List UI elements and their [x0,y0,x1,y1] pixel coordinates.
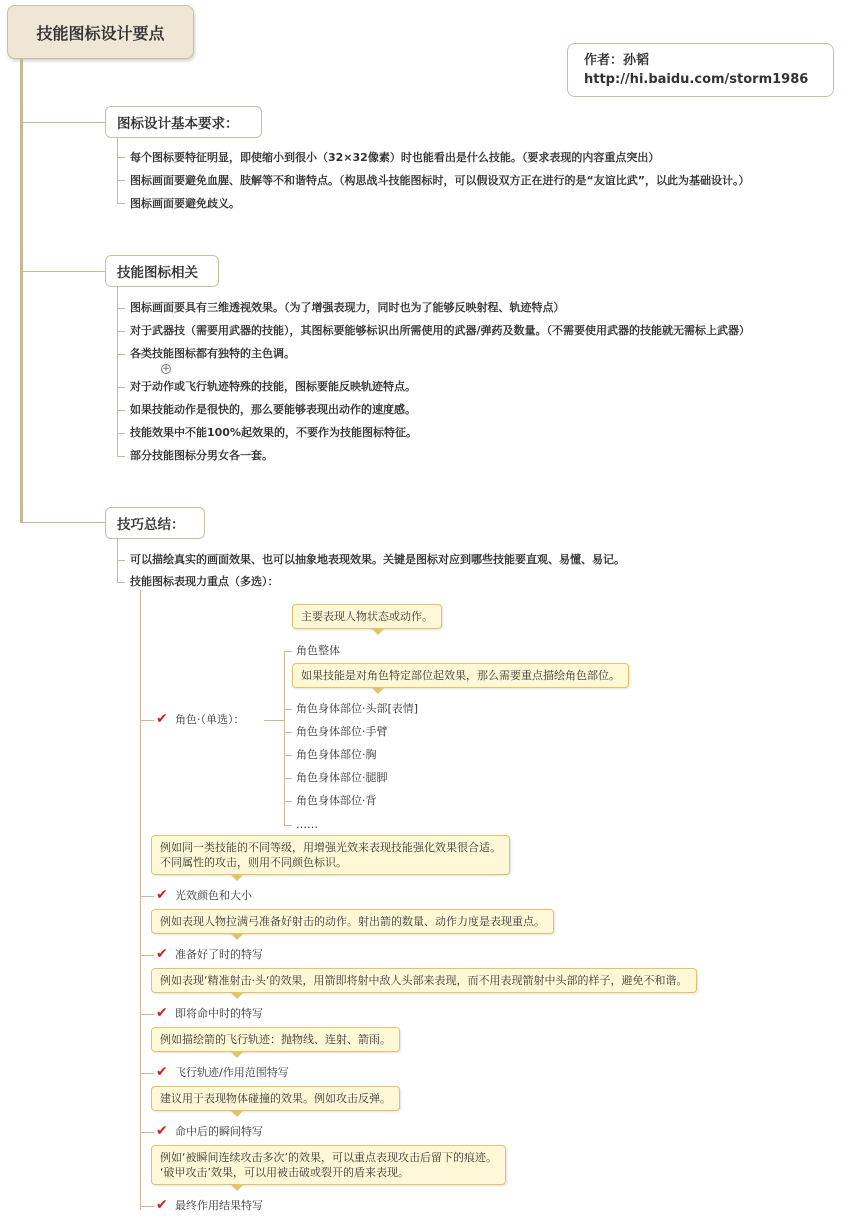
check-icon: ✔ [156,946,168,962]
point-connector [140,896,154,897]
note-ready [151,909,554,934]
check-icon: ✔ [156,1064,168,1080]
author-name: 作者：孙韬 [584,53,650,68]
note-after-hit [151,1086,400,1111]
list-item[interactable]: 如果技能动作是很快的，那么要能够表现出动作的速度感。 [130,403,416,416]
list-item[interactable]: 可以描绘真实的画面效果、也可以抽象地表现效果。关键是图标对应到哪些技能要直观、易懂、易记。 [130,553,625,566]
point-connector [140,955,154,956]
role-label[interactable]: 角色·（单选）： [175,713,245,726]
note-text: ‘破甲攻击’效果，可以用被击破或裂开的盾来表现。 [160,1166,409,1179]
role-part[interactable]: …… [296,818,318,831]
branch-title: 图标设计基本要求： [117,116,239,132]
note-text: 不同属性的攻击，则用不同颜色标识。 [160,856,347,869]
item-tick [117,180,125,181]
check-icon: ✔ [156,1005,168,1021]
point-connector [140,1206,154,1207]
root-topic[interactable] [7,5,194,59]
list-item[interactable]: 图标画面要具有三维透视效果。（为了增强表现力，同时也为了能够反映射程、轨迹特点） [130,301,565,314]
role-part[interactable]: 角色身体部位·腿脚 [296,771,388,784]
list-item[interactable]: 对于动作或飞行轨迹特殊的技能，图标要能反映轨迹特点。 [130,380,416,393]
check-icon: ✔ [156,1123,168,1139]
item-tick [117,387,125,388]
list-item[interactable]: 对于武器技（需要用武器的技能），其图标要能够标识出所需使用的武器/弹药及数量。（不需要使用武器的技能就无需标上武器） [130,324,751,337]
note-about-to-hit [151,968,697,993]
item-tick [117,157,125,158]
note-text: 例如表现‘精准射击·头‘的效果，用箭即将射中敌人头部来表现，而不用表现箭射中头部的样子，避免不和谐。 [160,974,688,987]
list-item[interactable]: 图标画面要避免血腥、肢解等不和谐特点。（构思战斗技能图标时，可以假设双方正在进行的是“友谊比武”，以此为基础设计。） [130,174,750,187]
note-role-whole [292,663,629,688]
item-tick [117,560,125,561]
item-tick [117,308,125,309]
root-title: 技能图标设计要点 [36,23,165,43]
sub-tick [284,755,292,756]
role-part[interactable]: 角色身体部位·头部[表情] [296,702,419,715]
branch-2-vline [117,287,118,457]
list-item[interactable]: 每个图标要特征明显，即使缩小到很小（32×32像素）时也能看出是什么技能。（要求表现的内容重点突出） [130,151,660,164]
check-icon: ✔ [156,1197,168,1213]
point-connector [140,1132,154,1133]
note-role-top [292,604,442,629]
branch-title: 技巧总结： [117,517,185,533]
sub-tick [284,732,292,733]
note-text: 建议用于表现物体碰撞的效果。例如攻击反弹。 [160,1092,391,1105]
note-trajectory [151,1027,400,1052]
item-tick [117,203,125,204]
branch-skill-icons[interactable] [105,255,219,287]
item-tick [117,410,125,411]
note-text: 例如同一类技能的不同等级，用增强光效来表现技能强化效果很合适。 [160,841,501,854]
list-item[interactable]: 图标画面要避免歧义。 [130,197,240,210]
role-part[interactable]: 角色身体部位·背 [296,794,377,807]
note-text: 如果技能是对角色特定部位起效果，那么需要重点描绘角色部位。 [301,669,620,682]
branch-1-vline [117,138,118,203]
point-final-result[interactable]: 最终作用结果特写 [175,1199,263,1212]
point-connector [140,1073,154,1074]
branch-3-vline [117,539,118,583]
item-tick [117,331,125,332]
point-light-effect[interactable]: 光效颜色和大小 [175,889,252,902]
sub-tick [284,651,292,652]
branch-basic-requirements[interactable] [105,106,262,138]
role-bracket-v [284,651,285,825]
sub-tick [284,778,292,779]
role-part[interactable]: 角色身体部位·手臂 [296,725,388,738]
sub-tick [284,801,292,802]
expand-icon[interactable]: + [162,364,170,374]
role-part[interactable]: 角色身体部位·胸 [296,748,377,761]
check-icon: ✔ [156,887,168,903]
list-item[interactable]: 各类技能图标都有独特的主色调。 [130,347,295,360]
point-after-hit[interactable]: 命中后的瞬间特写 [175,1125,263,1138]
note-text: 例如表现人物拉满弓准备好射击的动作。射出箭的数量、动作力度是表现重点。 [160,915,545,928]
list-item[interactable]: 技能效果中不能100%起效果的，不要作为技能图标特征。 [130,426,417,439]
sub-tick [284,825,292,826]
item-tick [117,354,125,355]
sub-tick [284,709,292,710]
point-about-to-hit[interactable]: 即将命中时的特写 [175,1007,263,1020]
connector-branch-1 [22,122,105,123]
connector-branch-3 [22,522,105,523]
author-url[interactable]: http://hi.baidu.com/storm1986 [584,72,809,87]
role-connector [140,720,154,721]
emphasis-vline [140,590,141,1210]
author-box [567,43,834,97]
connector-branch-2 [22,271,105,272]
list-item[interactable]: 部分技能图标分男女各一套。 [130,449,273,462]
point-trajectory[interactable]: 飞行轨迹/作用范围特写 [175,1066,289,1079]
item-tick [117,433,125,434]
item-tick [117,456,125,457]
point-connector [140,1014,154,1015]
note-final-result [151,1145,506,1185]
item-tick [117,582,125,583]
role-bracket-h [264,720,284,721]
point-ready[interactable]: 准备好了时的特写 [175,948,263,961]
note-text: 例如描绘箭的飞行轨迹：抛物线、连射、箭雨。 [160,1033,391,1046]
check-icon: ✔ [156,711,168,727]
list-item[interactable]: 技能图标表现力重点（多选）： [130,575,279,588]
branch-tips-summary[interactable] [105,507,205,539]
note-text: 例如‘被瞬间连续攻击多次’的效果，可以重点表现攻击后留下的痕迹。 [160,1151,497,1164]
branch-title: 技能图标相关 [117,265,198,281]
note-text: 主要表现人物状态或动作。 [301,610,433,623]
note-light-effect [151,835,510,875]
role-whole[interactable]: 角色整体 [296,644,340,657]
trunk-line [20,59,23,523]
